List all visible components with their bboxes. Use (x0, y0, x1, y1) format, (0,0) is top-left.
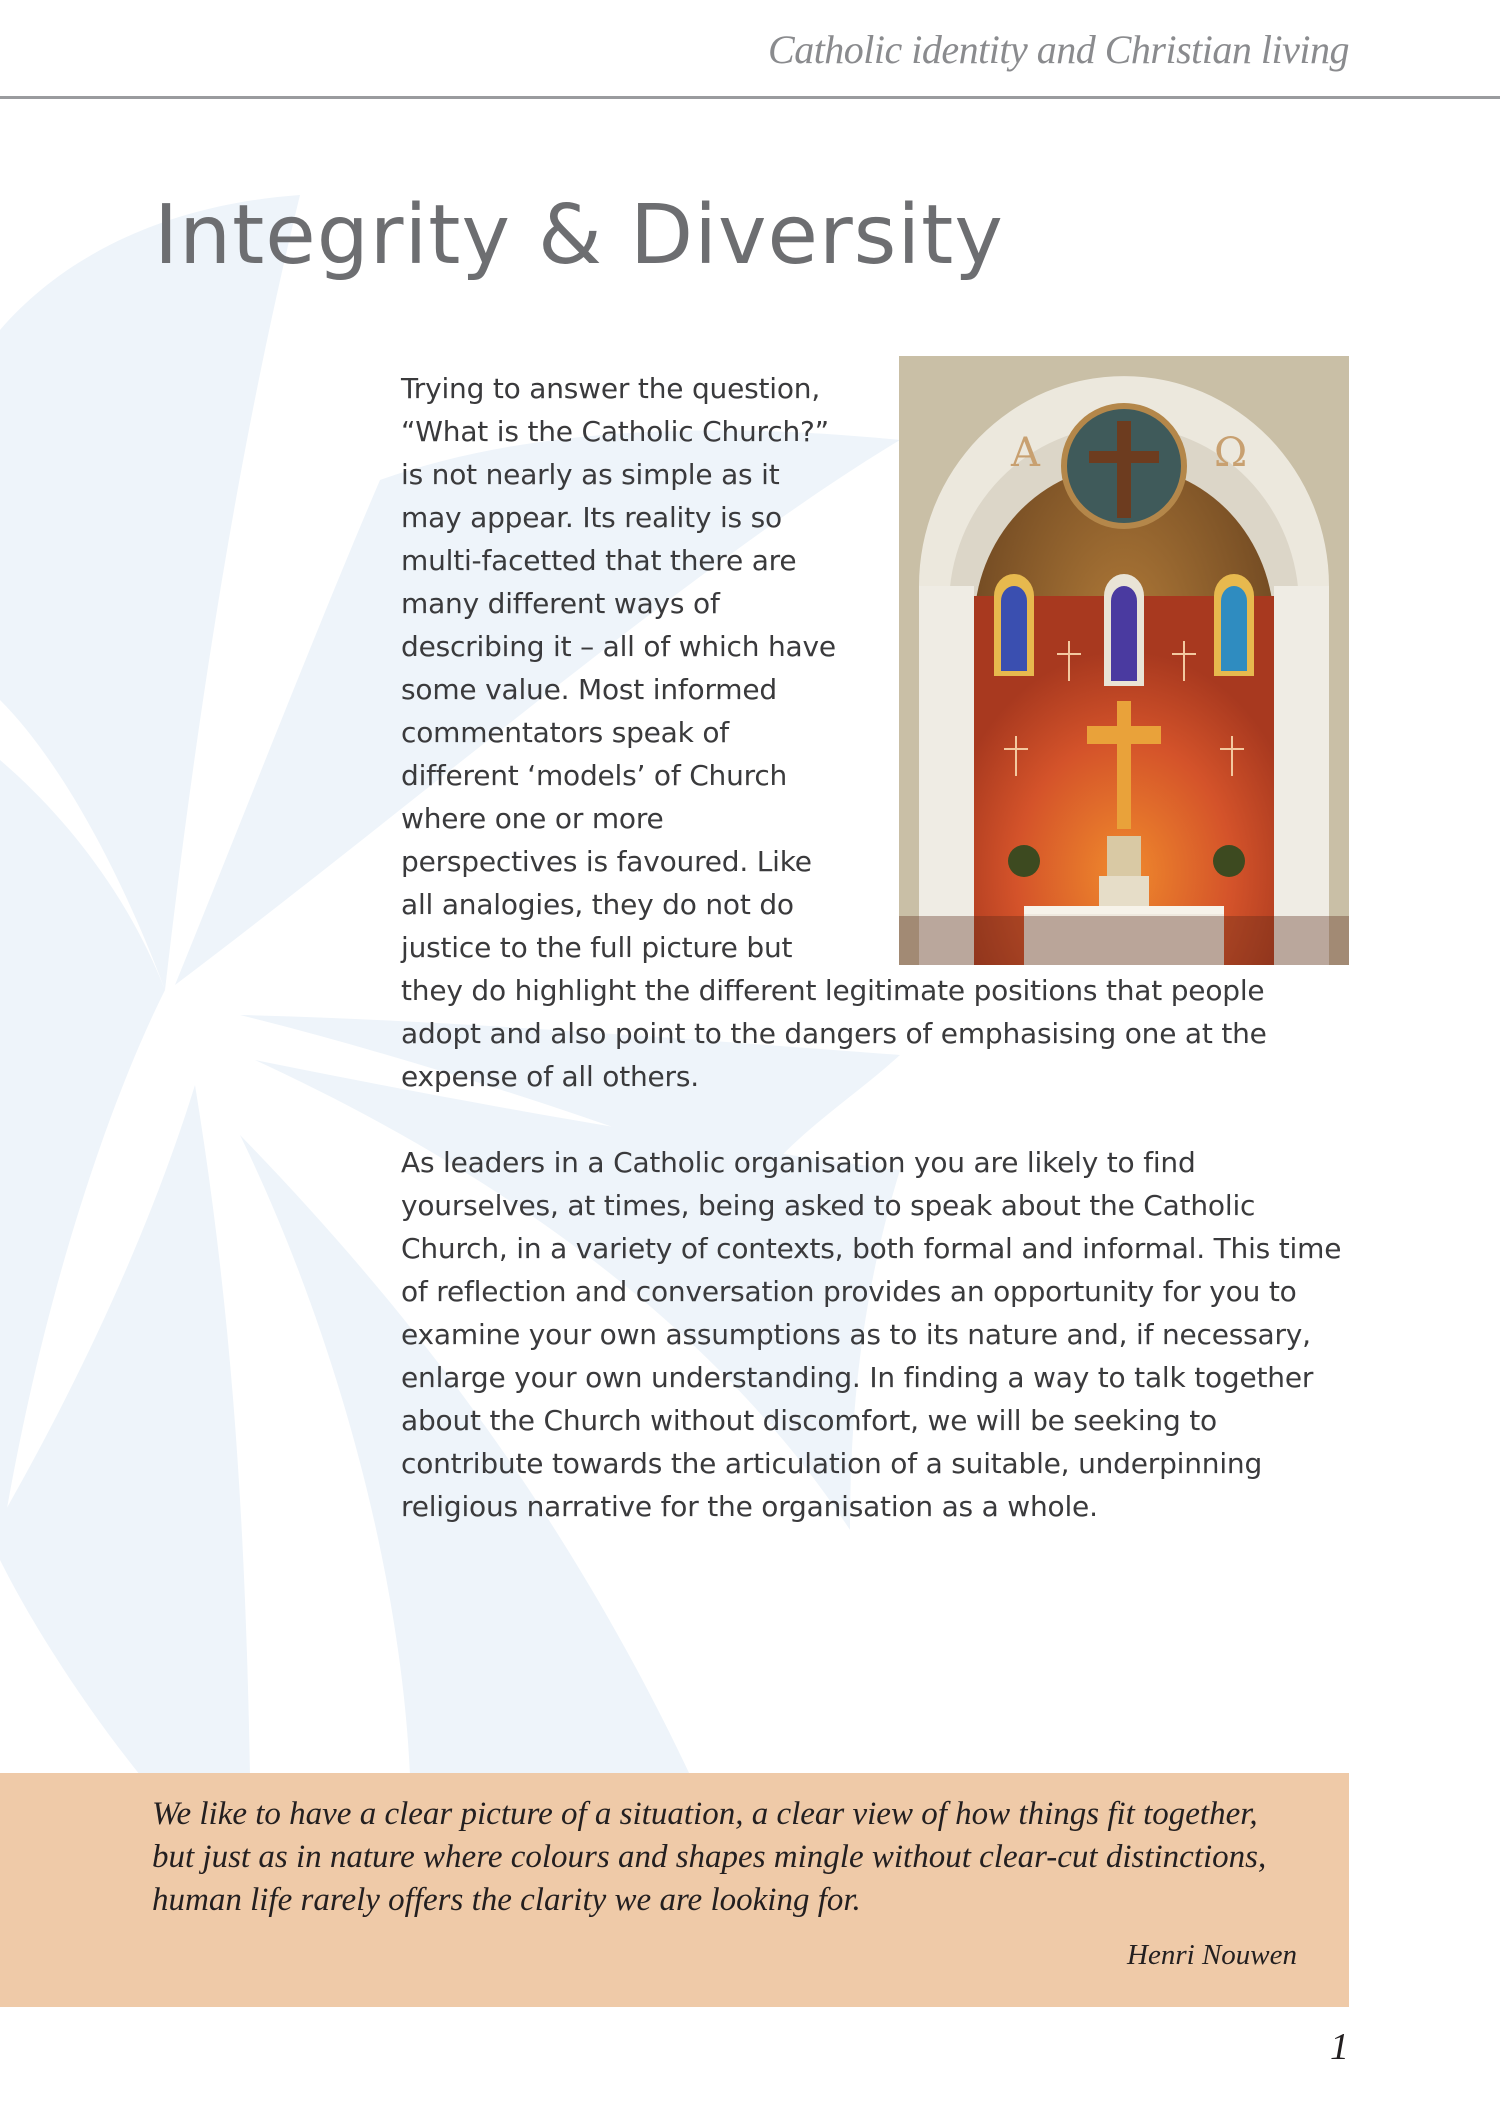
quote-panel (0, 1773, 1349, 2007)
paragraph-text: Trying to answer the question, “What is the Catholic Church?” is not nearly as simple as it may appear. Its reality is so multi-facetted that there are many different ways of describing it – all of which have some value. Most informed commentators speak of different ‘models’ of Church where one or more perspectives is favoured. Like all analogies, they do not do justice to the full picture but they do highlight the different legitimate positions that people adopt and also point to the dangers of emphasising one at the expense of all others. (401, 372, 1267, 1093)
quote-line: but just as in nature where colours and shapes mingle without clear-cut distinctions, (152, 1839, 1267, 1875)
quote-author: Henri Nouwen (1127, 1939, 1297, 1971)
page-number: 1 (1330, 2026, 1349, 2068)
alpha-glyph: A (1011, 430, 1040, 476)
quote-line: human life rarely offers the clarity we are looking for. (152, 1882, 861, 1918)
quote-line: We like to have a clear picture of a situation, a clear view of how things fit together, (152, 1796, 1258, 1832)
running-header-title: Catholic identity and Christian living (768, 27, 1349, 72)
body-paragraph-leaders: As leaders in a Catholic organisation you are likely to find yourselves, at times, being asked to speak about the Catholic Church, in a variety of contexts, both formal and informal. This time of reflection and conversation provides an opportunity for you to examine your own assumptions as to its nature and, if necessary, enlarge your own understanding. In finding a way to talk together about the Church without discomfort, we will be seeking to contribute towards the articulation of a suitable, underpinning religious narrative for the organisation as a whole. (401, 1146, 1342, 1523)
church-sanctuary-photo (899, 356, 1349, 965)
header-divider (0, 96, 1500, 99)
quote-text (152, 1793, 1266, 1922)
page-title: Integrity & Diversity (154, 188, 1004, 283)
omega-glyph: Ω (1214, 430, 1248, 476)
